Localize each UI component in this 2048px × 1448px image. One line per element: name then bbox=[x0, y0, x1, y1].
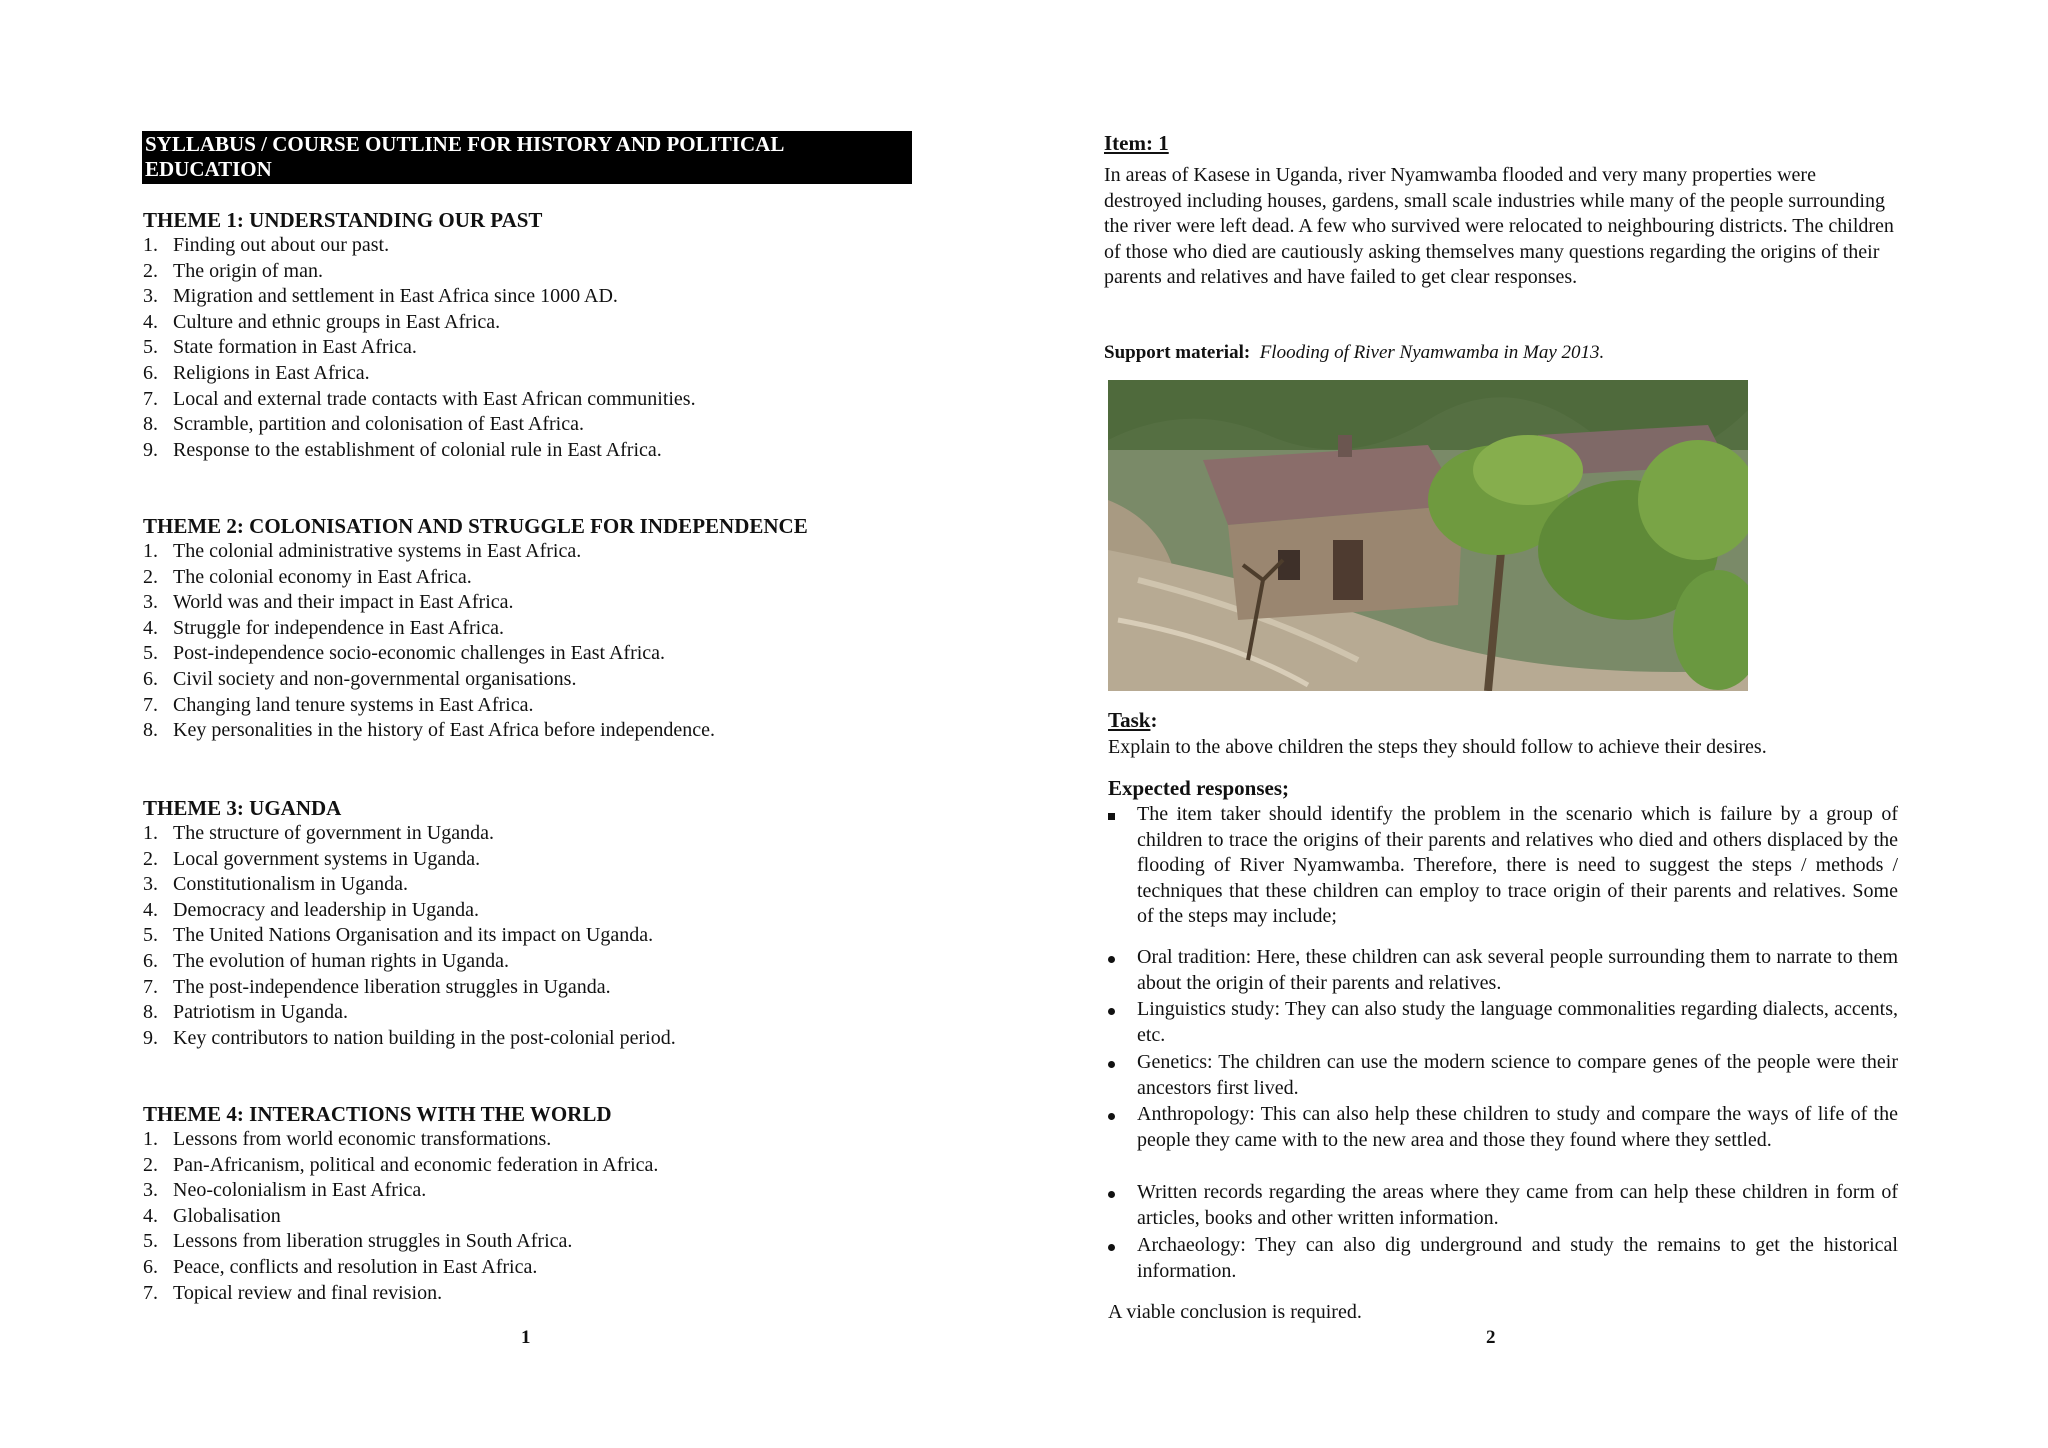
response-item: Archaeology: They can also dig underground and study the remains to get the historical information. bbox=[1108, 1233, 1898, 1284]
support-material bbox=[1104, 342, 1604, 364]
bullet-icon bbox=[1108, 1180, 1128, 1206]
bullet-icon bbox=[1108, 1102, 1128, 1128]
response-item: Anthropology: This can also help these children to study and compare the ways of life of the people they came with to the new area and those they found where they settled. bbox=[1108, 1102, 1898, 1153]
support-caption: Flooding of River Nyamwamba in May 2013. bbox=[1259, 342, 1605, 363]
topic-item: 9. Key contributors to nation building in the post-colonial period. bbox=[143, 1026, 676, 1049]
topic-item: 8. Patriotism in Uganda. bbox=[143, 1001, 348, 1024]
theme-topic-list bbox=[143, 1127, 658, 1306]
bullet-icon bbox=[1108, 997, 1128, 1023]
theme-3 bbox=[143, 795, 676, 1051]
topic-item: 7. The post-independence liberation struggles in Uganda. bbox=[143, 975, 611, 998]
topic-item: 3. World was and their impact in East Africa. bbox=[143, 591, 514, 614]
theme-title: THEME 3: UGANDA bbox=[143, 796, 342, 820]
flood-photo-illustration bbox=[1108, 380, 1748, 691]
topic-item: 4. Globalisation bbox=[143, 1204, 281, 1227]
support-label: Support material: bbox=[1104, 342, 1251, 363]
expected-responses-heading: Expected responses; bbox=[1108, 776, 1290, 800]
topic-item: 4. Culture and ethnic groups in East Africa. bbox=[143, 310, 501, 333]
topic-item: 1. Finding out about our past. bbox=[143, 234, 390, 256]
theme-topic-list bbox=[143, 233, 696, 463]
theme-1 bbox=[143, 207, 696, 463]
topic-item: 5. Post-independence socio-economic challenges in East Africa. bbox=[143, 642, 666, 665]
conclusion-text: A viable conclusion is required. bbox=[1108, 1301, 1362, 1323]
theme-title: THEME 1: UNDERSTANDING OUR PAST bbox=[143, 208, 543, 232]
theme-title: THEME 4: INTERACTIONS WITH THE WORLD bbox=[143, 1102, 612, 1126]
topic-item: 1. Lessons from world economic transformations. bbox=[143, 1128, 552, 1150]
page-number: 1 bbox=[521, 1327, 531, 1348]
topic-item: 8. Key personalities in the history of East Africa before independence. bbox=[143, 719, 716, 742]
topic-item: 8. Scramble, partition and colonisation of East Africa. bbox=[143, 413, 584, 436]
topic-item: 7. Topical review and final revision. bbox=[143, 1281, 443, 1304]
item-title: Item: 1 bbox=[1104, 131, 1169, 155]
topic-item: 6. Peace, conflicts and resolution in East Africa. bbox=[143, 1255, 538, 1278]
bullet-icon bbox=[1108, 945, 1128, 971]
topic-item: 6. The evolution of human rights in Uganda. bbox=[143, 949, 510, 972]
topic-item: 4. Struggle for independence in East Africa. bbox=[143, 616, 504, 639]
topic-item: 3. Migration and settlement in East Africa since 1000 AD. bbox=[143, 285, 618, 308]
topic-item: 5. Lessons from liberation struggles in South Africa. bbox=[143, 1230, 573, 1253]
right-page bbox=[1024, 0, 2048, 1448]
syllabus-banner: SYLLABUS / COURSE OUTLINE FOR HISTORY AND POLITICAL EDUCATION bbox=[142, 131, 912, 184]
topic-item: 5. The United Nations Organisation and its impact on Uganda. bbox=[143, 924, 654, 947]
bullet-icon bbox=[1108, 1233, 1128, 1259]
topic-item: 2. The colonial economy in East Africa. bbox=[143, 565, 472, 588]
bullet-icon bbox=[1108, 1050, 1128, 1076]
response-item: Written records regarding the areas where they came from can help these children in form of articles, books and other written information. bbox=[1108, 1180, 1898, 1231]
topic-item: 6. Religions in East Africa. bbox=[143, 361, 370, 384]
intro-response: The item taker should identify the problem in the scenario which is failure by a group of children to trace the origins of their parents and relatives who died and others displaced by the flooding of River Nyamwamba. Therefore, there is need to suggest the steps / methods / techniques that these children can employ to trace origin of their parents and relatives. Some of the steps may include; bbox=[1108, 802, 1898, 930]
topic-item: 2. The origin of man. bbox=[143, 259, 323, 282]
theme-2 bbox=[143, 513, 808, 744]
response-item: Linguistics study: They can also study the language commonalities regarding dialects, accents, etc. bbox=[1108, 997, 1898, 1048]
theme-topic-list bbox=[143, 539, 808, 744]
topic-item: 7. Changing land tenure systems in East Africa. bbox=[143, 693, 534, 716]
topic-item: 4. Democracy and leadership in Uganda. bbox=[143, 898, 479, 921]
response-item: Oral tradition: Here, these children can ask several people surrounding them to narrate to them about the origin of their parents and relatives. bbox=[1108, 945, 1898, 996]
topic-item: 5. State formation in East Africa. bbox=[143, 336, 417, 359]
topic-item: 2. Local government systems in Uganda. bbox=[143, 847, 481, 870]
response-item: Genetics: The children can use the modern science to compare genes of the people were their ancestors first lived. bbox=[1108, 1050, 1898, 1101]
theme-title: THEME 2: COLONISATION AND STRUGGLE FOR INDEPENDENCE bbox=[143, 514, 808, 538]
topic-item: 1. The structure of government in Uganda. bbox=[143, 822, 495, 844]
theme-4 bbox=[143, 1101, 658, 1306]
task-heading: Task: bbox=[1108, 708, 1158, 732]
page-number: 2 bbox=[1486, 1327, 1496, 1348]
topic-item: 2. Pan-Africanism, political and economic federation in Africa. bbox=[143, 1153, 659, 1176]
flood-photo bbox=[1108, 380, 1748, 691]
topic-item: 3. Constitutionalism in Uganda. bbox=[143, 873, 408, 896]
topic-item: 6. Civil society and non-governmental organisations. bbox=[143, 667, 577, 690]
topic-item: 7. Local and external trade contacts with East African communities. bbox=[143, 387, 696, 410]
topic-item: 1. The colonial administrative systems in East Africa. bbox=[143, 540, 582, 562]
topic-item: 3. Neo-colonialism in East Africa. bbox=[143, 1179, 427, 1202]
task-text: Explain to the above children the steps they should follow to achieve their desires. bbox=[1108, 736, 1767, 758]
topic-item: 9. Response to the establishment of colonial rule in East Africa. bbox=[143, 438, 662, 461]
scenario-text: In areas of Kasese in Uganda, river Nyamwamba flooded and very many properties were destroyed including houses, gardens, small scale industries while many of the people surrounding the river were left dead. A few who survived were relocated to neighbouring districts. The children of those who died are cautiously asking themselves many questions regarding the origins of their parents and relatives and have failed to get clear responses. bbox=[1104, 164, 1894, 289]
square-bullet-icon bbox=[1108, 802, 1128, 828]
theme-topic-list bbox=[143, 821, 676, 1051]
